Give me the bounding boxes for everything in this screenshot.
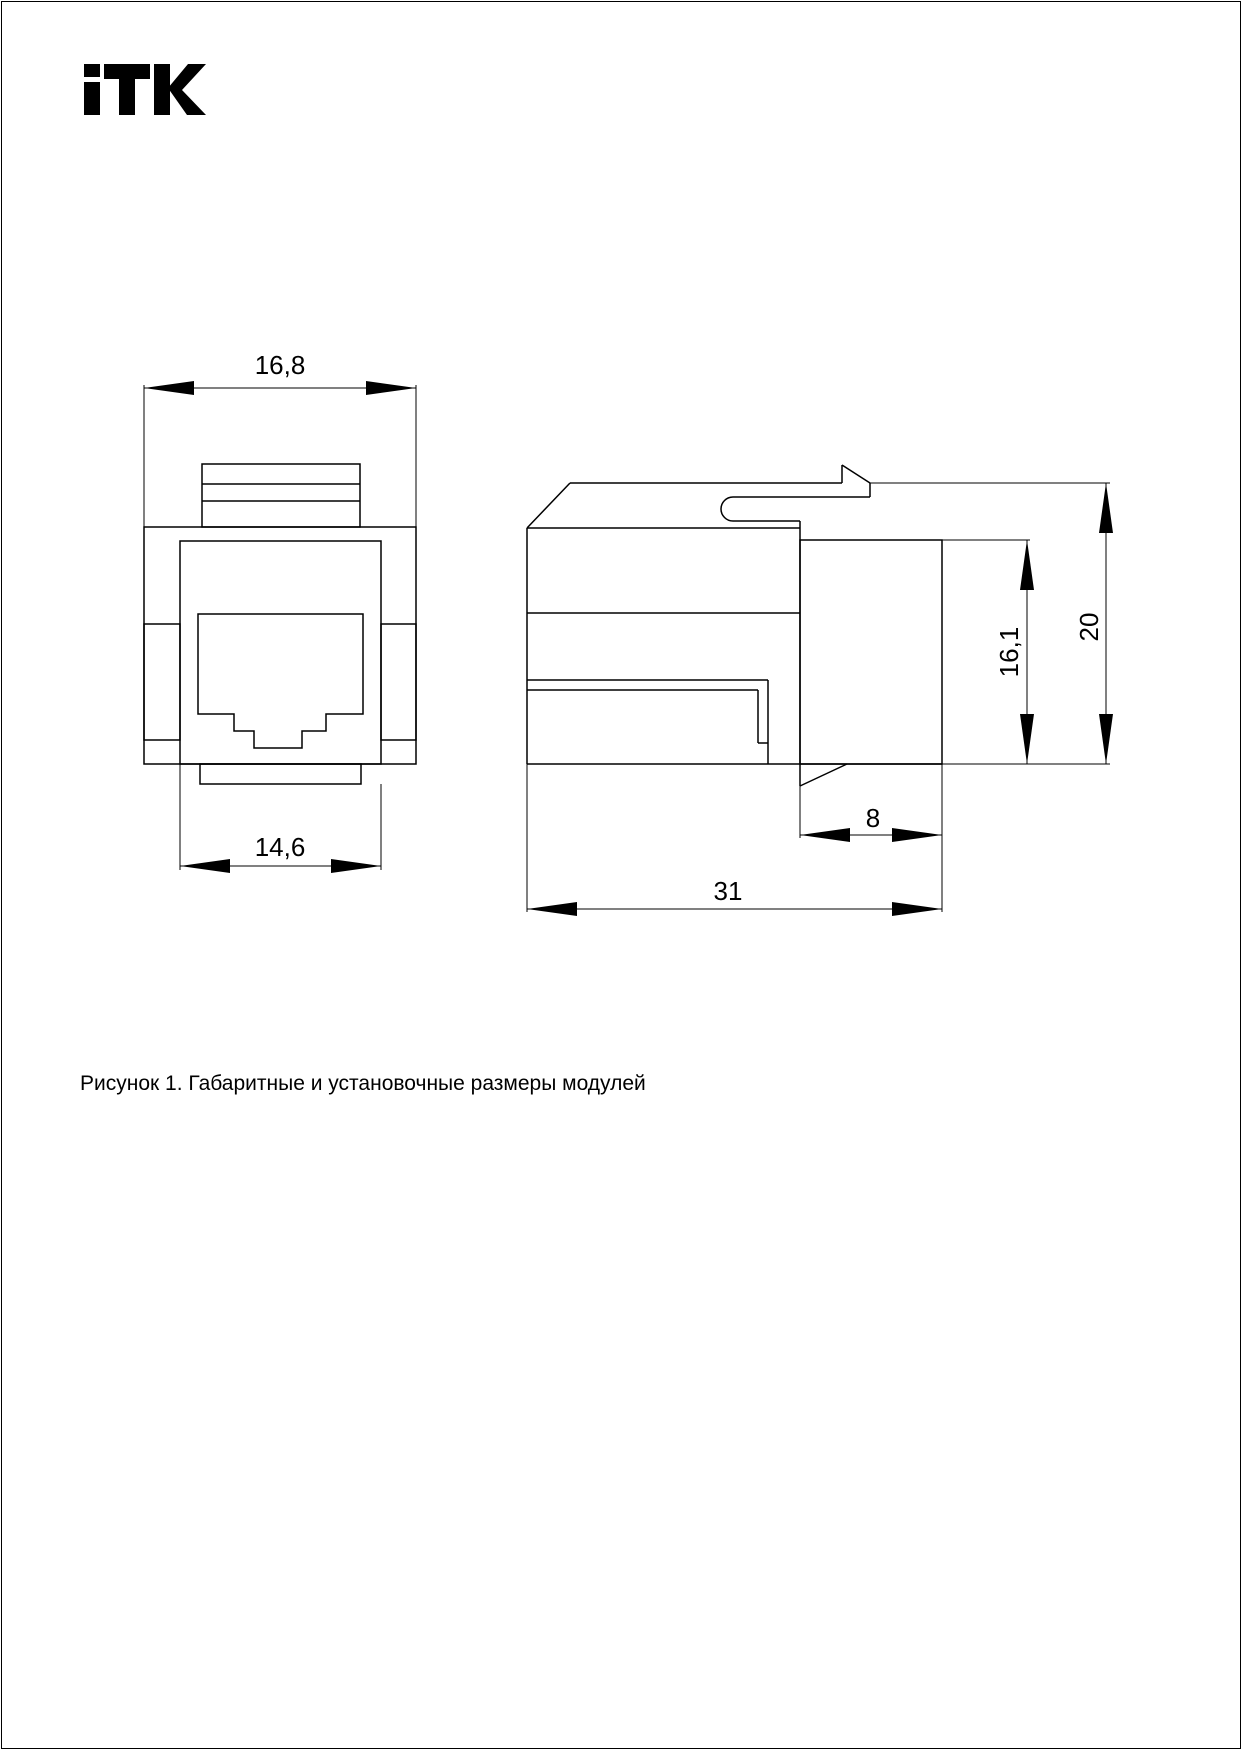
front-view <box>144 464 416 784</box>
itk-logo <box>84 64 206 115</box>
figure-caption: Рисунок 1. Габаритные и установочные размеры модулей <box>80 1072 646 1095</box>
side-view <box>527 465 942 786</box>
dim-front-width-outer: 16,8 <box>254 350 306 380</box>
dim-side-height-body: 16,1 <box>994 626 1024 678</box>
dim-side-length-total: 31 <box>713 876 743 906</box>
dimension-lines <box>144 388 1106 909</box>
dim-side-height-total: 20 <box>1074 612 1104 642</box>
dim-front-width-inner: 14,6 <box>254 832 306 862</box>
rj45-port-opening <box>198 614 363 748</box>
dim-side-depth-latch: 8 <box>865 803 881 833</box>
